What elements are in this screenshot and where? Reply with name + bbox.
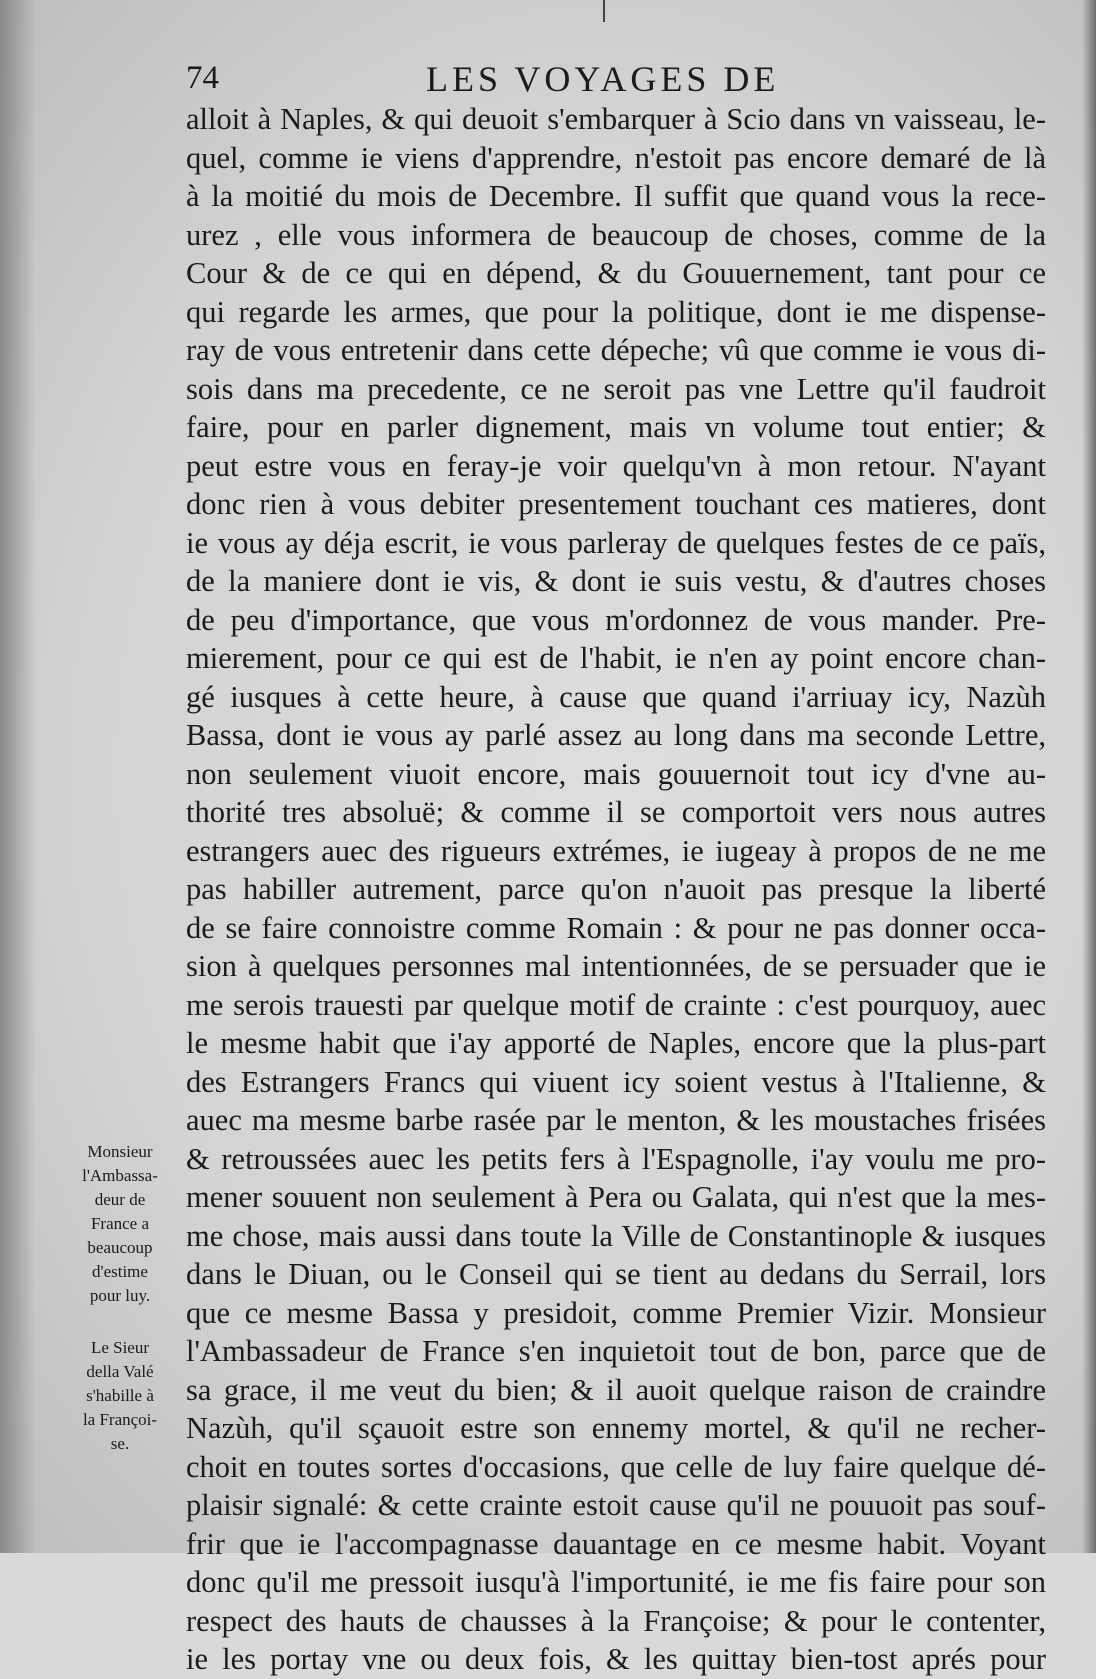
- text-line: frir que ie l'accompagnasse dauantage en ce mesme habit. Voyant: [186, 1526, 1046, 1561]
- margin-note-line: Le Sieur: [90, 1338, 150, 1357]
- margin-note-line: Monsieur: [87, 1142, 153, 1161]
- text-line: Bassa, dont ie vous ay parlé assez au long dans ma seconde Lettre,: [186, 718, 1046, 752]
- text-line: l'Ambassadeur de France s'en inquietoit tout de bon, parce que de: [186, 1334, 1046, 1368]
- text-line: mierement, pour ce qui est de l'habit, ie n'en ay point encore chan-: [186, 641, 1046, 675]
- running-title: LES VOYAGES DE: [426, 59, 780, 99]
- text-line: à la moitié du mois de Decembre. Il suffit que quand vous la rece-: [186, 179, 1046, 213]
- text-line: faire, pour en parler dignement, mais vn volume tout entier; &: [186, 410, 1046, 444]
- text-line: que ce mesme Bassa y presidoit, comme Premier Vizir. Monsieur: [186, 1295, 1046, 1330]
- text-line: sa grace, il me veut du bien; & il auoit quelque raison de craindre: [186, 1372, 1046, 1407]
- margin-note-della-vale: [64, 1336, 176, 1456]
- text-line: pas habiller autrement, parce qu'on n'auoit pas presque la liberté: [186, 872, 1046, 906]
- margin-note-line: pour luy.: [89, 1286, 151, 1305]
- text-line: ray de vous entretenir dans cette dépeche; vû que comme ie vous di-: [186, 333, 1046, 367]
- margin-note-ambassador: [64, 1140, 176, 1308]
- text-line: donc rien à vous debiter presentement touchant ces matieres, dont: [186, 487, 1046, 521]
- text-line: gé iusques à cette heure, à cause que quand i'arriuay icy, Nazùh: [186, 679, 1046, 714]
- text-line: sois dans ma precedente, ce ne seroit pas vne Lettre qu'il faudroit: [186, 371, 1046, 406]
- body-text: [186, 100, 1046, 1679]
- margin-note-line: della Valé: [86, 1362, 154, 1381]
- text-line: dans le Diuan, ou le Conseil qui se tient au dedans du Serrail, lors: [186, 1257, 1046, 1291]
- page-shadow-left: [0, 0, 36, 1553]
- margin-note-line: se.: [110, 1434, 130, 1453]
- page-shadow-right: [1082, 0, 1096, 1553]
- text-line: de la maniere dont ie vis, & dont ie suis vestu, & d'autres choses: [186, 564, 1046, 598]
- text-line: me chose, mais aussi dans toute la Ville de Constantinople & iusques: [186, 1218, 1046, 1253]
- text-line: choit en toutes sortes d'occasions, que celle de luy faire quelque dé-: [186, 1449, 1046, 1484]
- text-line: le mesme habit que i'ay apporté de Naples, encore que la plus-part: [186, 1026, 1046, 1060]
- margin-note-line: l'Ambassa-: [82, 1166, 158, 1185]
- margin-note-line: deur de: [94, 1190, 146, 1209]
- text-line: quel, comme ie viens d'apprendre, n'estoit pas encore demaré de là: [186, 140, 1046, 175]
- gutter-mark: [603, 0, 605, 22]
- margin-note-line: France a: [90, 1214, 150, 1233]
- text-line: Nazùh, qu'il sçauoit estre son ennemy mortel, & qu'il ne recher-: [186, 1411, 1046, 1445]
- text-line: de se faire connoistre comme Romain : & pour ne pas donner occa-: [186, 910, 1046, 945]
- text-line: & retroussées auec les petits fers à l'Espagnolle, i'ay voulu me pro-: [186, 1141, 1046, 1176]
- text-line: ie les portay vne ou deux fois, & les quittay bien-tost aprés pour: [186, 1642, 1046, 1676]
- text-line: plaisir signalé: & cette crainte estoit cause qu'il ne pouuoit pas souf-: [186, 1488, 1046, 1522]
- margin-note-line: beaucoup: [87, 1238, 153, 1257]
- text-line: me serois trauesti par quelque motif de crainte : c'est pourquoy, auec: [186, 987, 1046, 1022]
- text-line: thorité tres absoluë; & comme il se comportoit vers nous autres: [186, 795, 1046, 829]
- text-line: auec ma mesme barbe rasée par le menton, & les moustaches frisées: [186, 1103, 1046, 1137]
- text-line: alloit à Naples, & qui deuoit s'embarquer à Scio dans vn vaisseau, le-: [186, 102, 1046, 136]
- margin-note-line: d'estime: [92, 1262, 148, 1281]
- text-line: Cour & de ce qui en dépend, & du Gouuernement, tant pour ce: [186, 256, 1046, 290]
- margin-note-line: s'habille à: [86, 1386, 154, 1405]
- text-line: peut estre vous en feray-je voir quelqu'vn à mon retour. N'ayant: [186, 448, 1046, 483]
- text-line: estrangers auec des rigueurs extrémes, ie iugeay à propos de ne me: [186, 833, 1046, 868]
- page-number: 74: [186, 60, 219, 96]
- text-line: urez , elle vous informera de beaucoup de choses, comme de la: [186, 217, 1046, 252]
- text-line: respect des hauts de chausses à la Françoise; & pour le contenter,: [186, 1603, 1046, 1638]
- text-line: non seulement viuoit encore, mais gouuernoit tout icy d'vne au-: [186, 756, 1046, 791]
- text-line: donc qu'il me pressoit iusqu'à l'importunité, ie me fis faire pour son: [186, 1565, 1046, 1599]
- text-line: de peu d'importance, que vous m'ordonnez de vous mander. Pre-: [186, 602, 1046, 637]
- text-line: des Estrangers Francs qui viuent icy soient vestus à l'Italienne, &: [186, 1064, 1046, 1099]
- text-line: sion à quelques personnes mal intentionnées, de se persuader que ie: [186, 949, 1046, 983]
- text-line: qui regarde les armes, que pour la politique, dont ie me dispense-: [186, 294, 1046, 329]
- margin-note-line: la Françoi-: [82, 1410, 158, 1429]
- text-line: mener souuent non seulement à Pera ou Galata, qui n'est que la mes-: [186, 1180, 1046, 1214]
- text-line: ie vous ay déja escrit, ie vous parleray de quelques festes de ce païs,: [186, 525, 1046, 560]
- page-header: [186, 56, 1046, 100]
